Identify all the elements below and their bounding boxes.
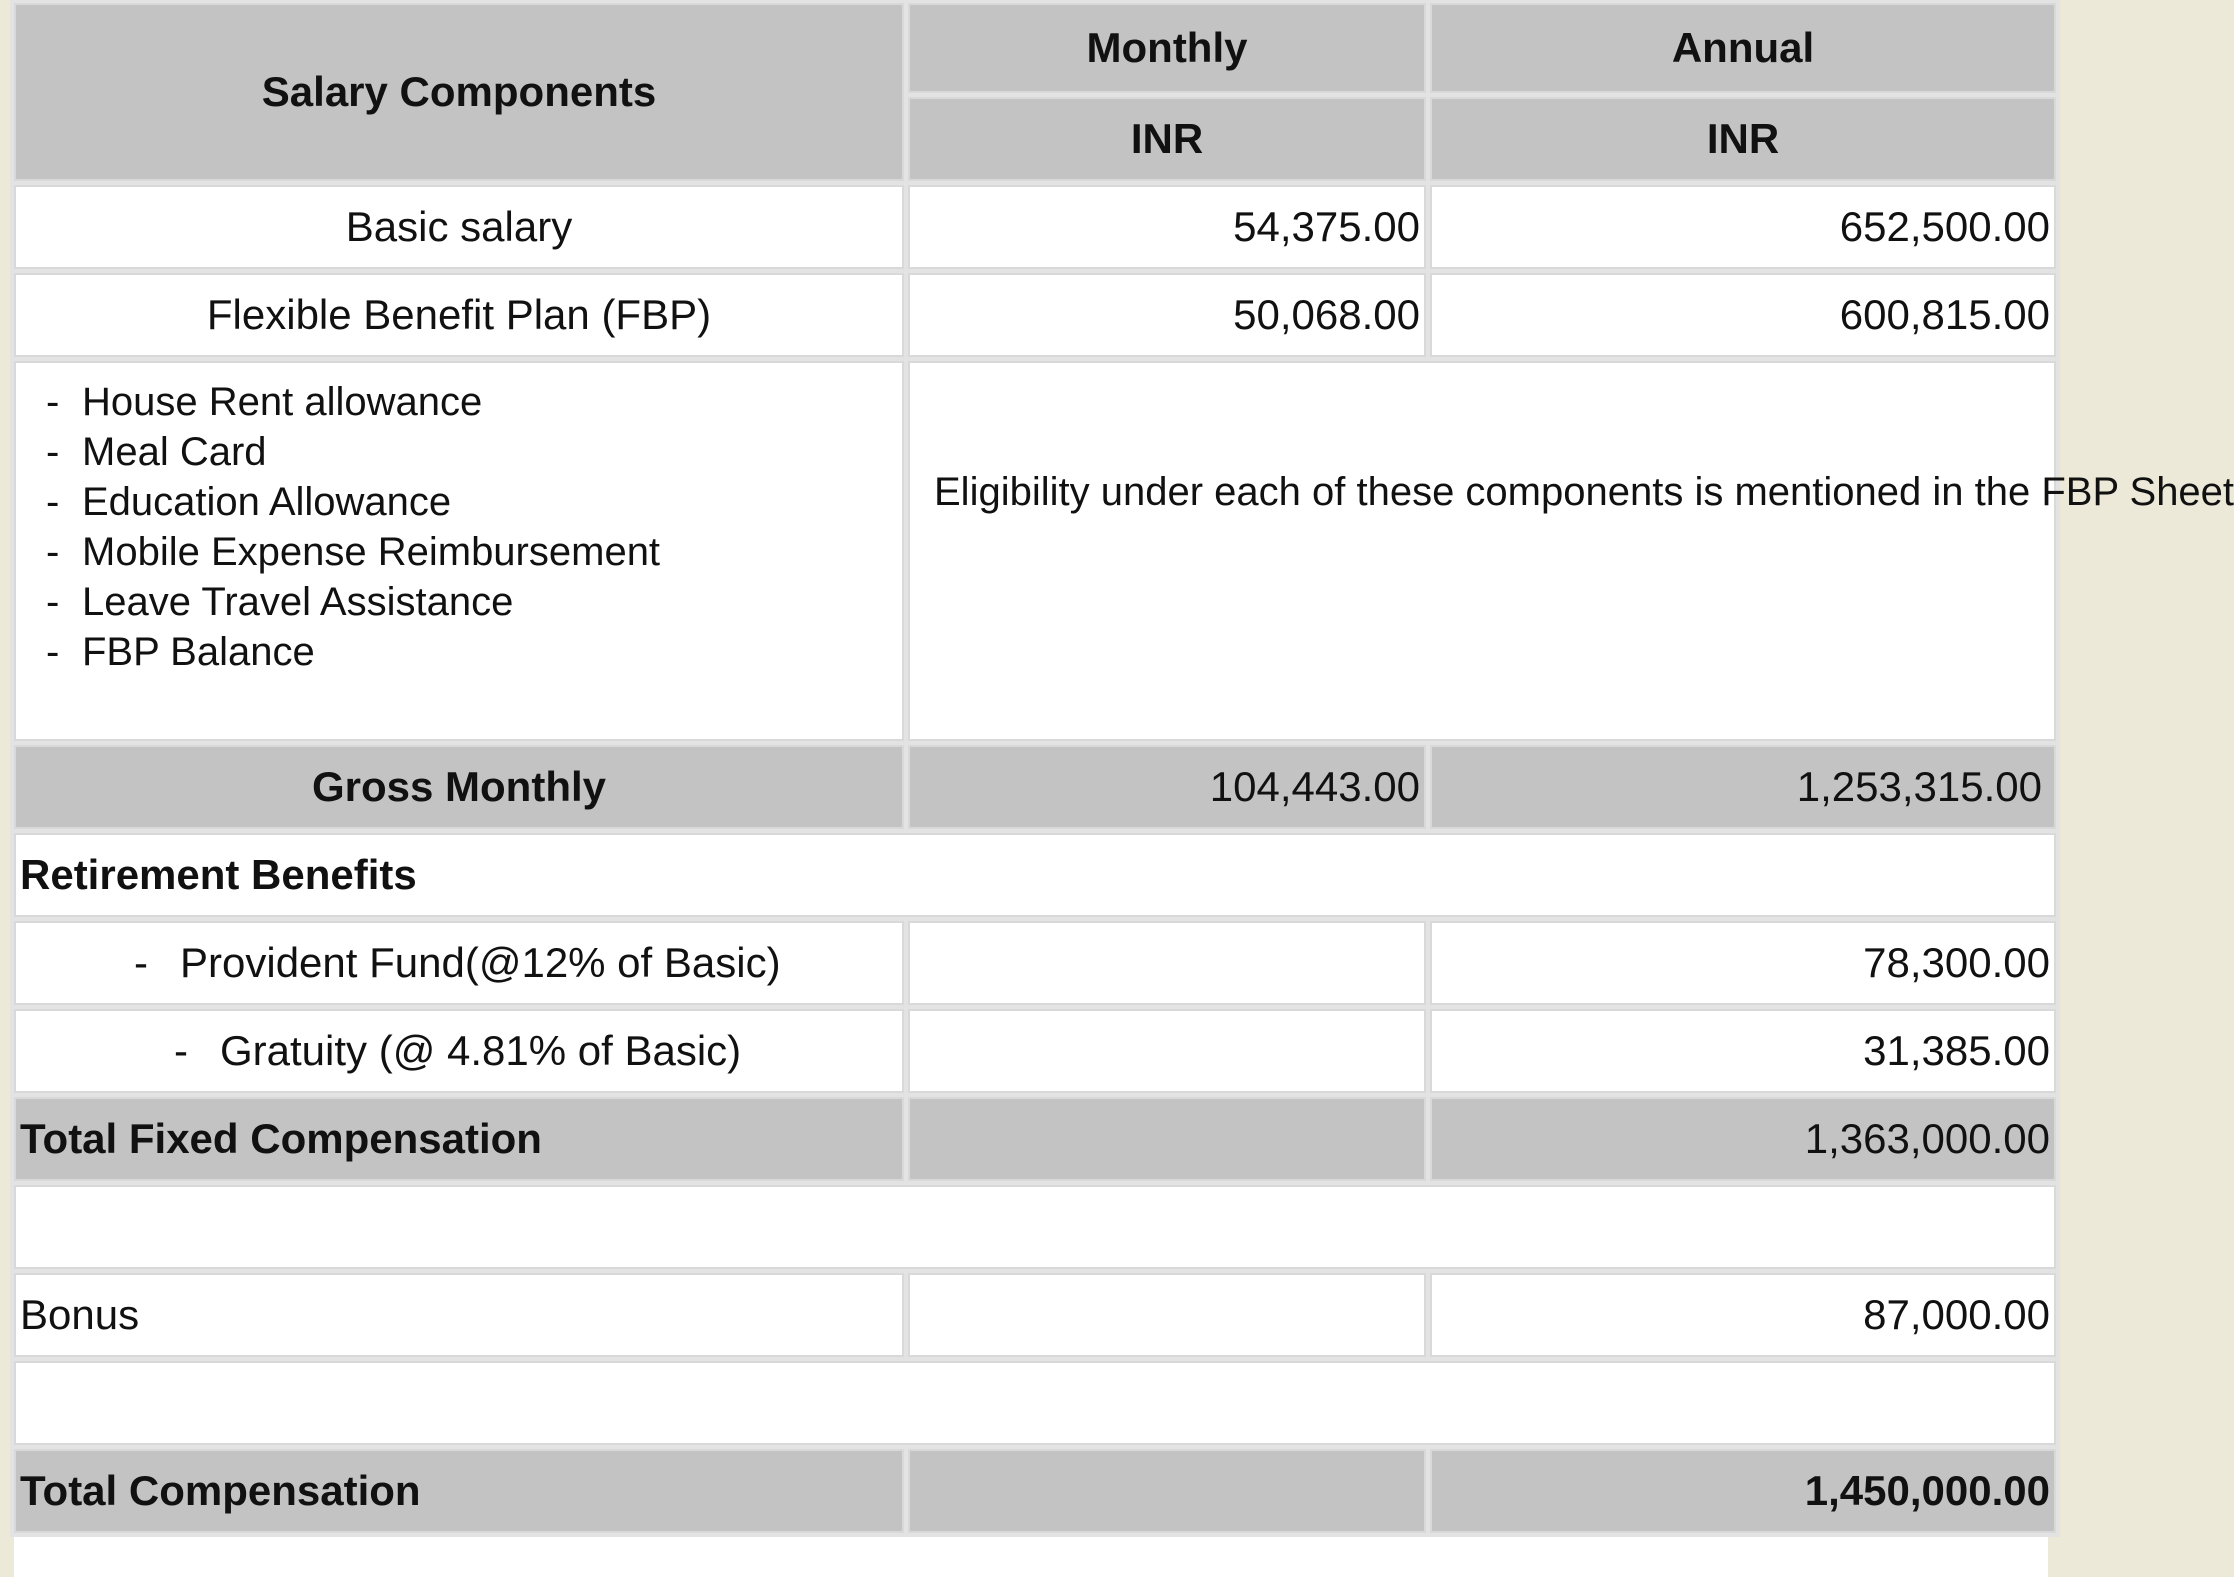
total-compensation-annual: 1,450,000.00: [1430, 1449, 2056, 1533]
fbp-components-list: [20, 377, 898, 677]
bonus-label: Bonus: [14, 1273, 904, 1357]
fbp-monthly: 50,068.00: [908, 273, 1426, 357]
gross-monthly-label: Gross Monthly: [14, 745, 904, 829]
total-fixed-label: Total Fixed Compensation: [14, 1097, 904, 1181]
total-fixed-row: [14, 1097, 2056, 1181]
monthly-currency-header: INR: [908, 97, 1426, 181]
spacer-row: [14, 1185, 2056, 1269]
provident-fund-row: [14, 921, 2056, 1005]
total-fixed-monthly: [908, 1097, 1426, 1181]
fbp-component-item: - Meal Card: [46, 427, 898, 477]
gratuity-dash: -: [174, 1027, 188, 1074]
spacer-cell: [14, 1361, 2056, 1445]
salary-table: [10, 0, 2234, 1537]
gross-monthly-row: [14, 745, 2056, 829]
fbp-label: Flexible Benefit Plan (FBP): [14, 273, 904, 357]
bonus-row: [14, 1273, 2056, 1357]
fbp-components-row: [14, 361, 2056, 741]
annual-header: Annual: [1430, 3, 2056, 93]
provident-fund-label-cell: [14, 921, 904, 1005]
annual-currency-header: INR: [1430, 97, 2056, 181]
retirement-benefits-heading: Retirement Benefits: [14, 833, 2056, 917]
bonus-annual: 87,000.00: [1430, 1273, 2056, 1357]
provident-fund-label: Provident Fund(@12% of Basic): [180, 939, 781, 986]
gross-monthly-annual: 1,253,315.00: [1430, 745, 2056, 829]
gratuity-label: Gratuity (@ 4.81% of Basic): [220, 1027, 742, 1074]
basic-salary-row: [14, 185, 2056, 269]
total-compensation-row: [14, 1449, 2056, 1533]
fbp-components-list-cell: [14, 361, 904, 741]
basic-salary-monthly: 54,375.00: [908, 185, 1426, 269]
bonus-monthly: [908, 1273, 1426, 1357]
spacer-cell: [14, 1185, 2056, 1269]
basic-salary-label: Basic salary: [14, 185, 904, 269]
gross-monthly-monthly: 104,443.00: [908, 745, 1426, 829]
fbp-component-item: - Mobile Expense Reimbursement: [46, 527, 898, 577]
header-row-top: [14, 3, 2056, 93]
basic-salary-annual: 652,500.00: [1430, 185, 2056, 269]
monthly-header: Monthly: [908, 3, 1426, 93]
fbp-component-item: - FBP Balance: [46, 627, 898, 677]
gratuity-row: [14, 1009, 2056, 1093]
gratuity-annual: 31,385.00: [1430, 1009, 2056, 1093]
spacer-row: [14, 1361, 2056, 1445]
salary-table-container: [14, 0, 2234, 1577]
total-compensation-label: Total Compensation: [14, 1449, 904, 1533]
total-compensation-monthly: [908, 1449, 1426, 1533]
gratuity-monthly: [908, 1009, 1426, 1093]
fbp-component-item: - House Rent allowance: [46, 377, 898, 427]
fbp-component-item: - Education Allowance: [46, 477, 898, 527]
fbp-annual: 600,815.00: [1430, 273, 2056, 357]
fbp-eligibility-note: Eligibility under each of these components is mentioned in the FBP Sheet: [908, 361, 2056, 741]
total-fixed-annual: 1,363,000.00: [1430, 1097, 2056, 1181]
fbp-component-item: - Leave Travel Assistance: [46, 577, 898, 627]
gratuity-label-cell: [14, 1009, 904, 1093]
fbp-row: [14, 273, 2056, 357]
salary-components-header: Salary Components: [14, 3, 904, 181]
provident-fund-dash: -: [134, 939, 148, 986]
provident-fund-annual: 78,300.00: [1430, 921, 2056, 1005]
retirement-benefits-row: [14, 833, 2056, 917]
provident-fund-monthly: [908, 921, 1426, 1005]
